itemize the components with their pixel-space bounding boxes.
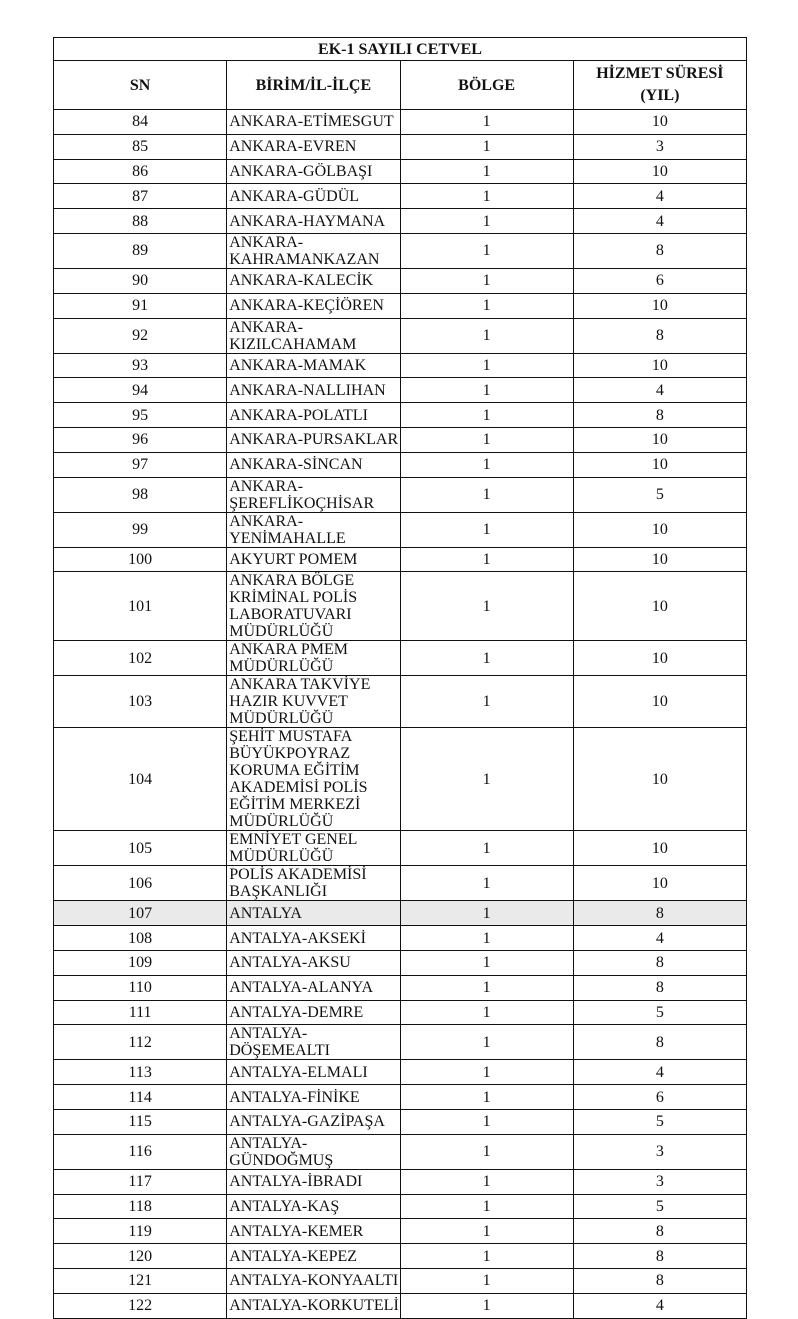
table-row: [54, 926, 747, 951]
row-sn: 89: [54, 233, 227, 268]
table-row: [54, 866, 747, 901]
row-bolge: 1: [400, 159, 573, 184]
row-name: ANTALYA: [227, 901, 400, 926]
table-row: [54, 184, 747, 209]
header-bolge: BÖLGE: [400, 61, 573, 110]
row-bolge: 1: [400, 641, 573, 676]
row-bolge: 1: [400, 318, 573, 353]
row-bolge: 1: [400, 676, 573, 728]
row-name: ANKARA PMEM MÜDÜRLÜĞÜ: [227, 641, 400, 676]
row-name: ANKARA BÖLGE KRİMİNAL POLİS LABORATUVARI MÜDÜRLÜĞÜ: [227, 572, 400, 641]
row-sure: 10: [573, 427, 746, 452]
row-sn: 100: [54, 547, 227, 572]
row-sure: 8: [573, 901, 746, 926]
row-name: ANKARA-KIZILCAHAMAM: [227, 318, 400, 353]
row-bolge: 1: [400, 1268, 573, 1293]
row-sn: 121: [54, 1268, 227, 1293]
row-sure: 4: [573, 1060, 746, 1085]
row-bolge: 1: [400, 831, 573, 866]
row-sure: 5: [573, 1194, 746, 1219]
row-sure: 8: [573, 975, 746, 1000]
row-sn: 104: [54, 728, 227, 831]
table-row: [54, 1244, 747, 1269]
row-sure: 8: [573, 1025, 746, 1060]
row-name: ANKARA-EVREN: [227, 134, 400, 159]
row-bolge: 1: [400, 572, 573, 641]
row-name: POLİS AKADEMİSİ BAŞKANLIĞI: [227, 866, 400, 901]
row-sn: 99: [54, 512, 227, 547]
row-bolge: 1: [400, 134, 573, 159]
row-name: ANKARA-ETİMESGUT: [227, 110, 400, 135]
row-sn: 91: [54, 293, 227, 318]
row-sn: 98: [54, 477, 227, 512]
row-name: ANKARA-YENİMAHALLE: [227, 512, 400, 547]
row-bolge: 1: [400, 427, 573, 452]
row-name: ANKARA TAKVİYE HAZIR KUVVET MÜDÜRLÜĞÜ: [227, 676, 400, 728]
row-bolge: 1: [400, 209, 573, 234]
row-sn: 119: [54, 1219, 227, 1244]
table-row: [54, 1194, 747, 1219]
row-bolge: 1: [400, 901, 573, 926]
row-sure: 8: [573, 318, 746, 353]
row-sure: 10: [573, 293, 746, 318]
table-row: [54, 403, 747, 428]
row-bolge: 1: [400, 1244, 573, 1269]
row-sn: 94: [54, 378, 227, 403]
row-sn: 97: [54, 452, 227, 477]
row-sn: 84: [54, 110, 227, 135]
table-row: [54, 1219, 747, 1244]
row-sn: 118: [54, 1194, 227, 1219]
row-name: ANKARA-GÜDÜL: [227, 184, 400, 209]
row-name: AKYURT POMEM: [227, 547, 400, 572]
row-sn: 112: [54, 1025, 227, 1060]
table-row: [54, 1268, 747, 1293]
table-row: [54, 1060, 747, 1085]
table-row: [54, 378, 747, 403]
row-sn: 101: [54, 572, 227, 641]
row-bolge: 1: [400, 403, 573, 428]
row-bolge: 1: [400, 866, 573, 901]
row-sure: 3: [573, 1134, 746, 1169]
table-row: [54, 110, 747, 135]
table-row: [54, 209, 747, 234]
title-row: [54, 38, 747, 61]
header-sure-line1: HİZMET SÜRESİ: [596, 65, 724, 82]
table-body: [54, 110, 747, 1319]
row-sn: 108: [54, 926, 227, 951]
row-bolge: 1: [400, 353, 573, 378]
table-row: [54, 427, 747, 452]
row-name: ANTALYA-GÜNDOĞMUŞ: [227, 1134, 400, 1169]
row-name: ANTALYA-KONYAALTI: [227, 1268, 400, 1293]
row-name: ANTALYA-DEMRE: [227, 1000, 400, 1025]
table-row: [54, 293, 747, 318]
row-bolge: 1: [400, 293, 573, 318]
row-sn: 103: [54, 676, 227, 728]
row-bolge: 1: [400, 512, 573, 547]
row-name: ANKARA-PURSAKLAR: [227, 427, 400, 452]
row-bolge: 1: [400, 1000, 573, 1025]
row-bolge: 1: [400, 378, 573, 403]
row-sn: 106: [54, 866, 227, 901]
row-sn: 115: [54, 1109, 227, 1134]
row-name: ANKARA-KAHRAMANKAZAN: [227, 233, 400, 268]
row-name: ANKARA-MAMAK: [227, 353, 400, 378]
row-bolge: 1: [400, 1085, 573, 1110]
row-sure: 10: [573, 641, 746, 676]
table-row: [54, 1134, 747, 1169]
row-sn: 86: [54, 159, 227, 184]
row-bolge: 1: [400, 268, 573, 293]
row-name: ANTALYA-KEMER: [227, 1219, 400, 1244]
cetvel-table: [53, 37, 747, 1319]
header-sure-line2: (YIL): [640, 87, 680, 104]
row-sn: 109: [54, 950, 227, 975]
table-row: [54, 831, 747, 866]
row-bolge: 1: [400, 1060, 573, 1085]
row-sure: 4: [573, 378, 746, 403]
table-row: [54, 268, 747, 293]
row-bolge: 1: [400, 452, 573, 477]
row-name: ŞEHİT MUSTAFA BÜYÜKPOYRAZ KORUMA EĞİTİM AKADEMİSİ POLİS EĞİTİM MERKEZİ MÜDÜRLÜĞÜ: [227, 728, 400, 831]
row-sure: 6: [573, 1085, 746, 1110]
row-sure: 6: [573, 268, 746, 293]
table-row: [54, 1109, 747, 1134]
row-sn: 95: [54, 403, 227, 428]
row-sure: 8: [573, 1244, 746, 1269]
table-row: [54, 159, 747, 184]
row-sn: 110: [54, 975, 227, 1000]
row-bolge: 1: [400, 1025, 573, 1060]
header-row: [54, 61, 747, 110]
table-row: [54, 233, 747, 268]
row-name: ANKARA-NALLIHAN: [227, 378, 400, 403]
row-sn: 114: [54, 1085, 227, 1110]
table-row: [54, 676, 747, 728]
table-row: [54, 452, 747, 477]
table-row: [54, 1025, 747, 1060]
row-bolge: 1: [400, 975, 573, 1000]
row-name: ANTALYA-KORKUTELİ: [227, 1293, 400, 1318]
row-name: ANTALYA-KEPEZ: [227, 1244, 400, 1269]
row-sn: 88: [54, 209, 227, 234]
row-sure: 10: [573, 572, 746, 641]
row-bolge: 1: [400, 184, 573, 209]
row-sure: 8: [573, 950, 746, 975]
row-name: ANKARA-HAYMANA: [227, 209, 400, 234]
row-sure: 10: [573, 676, 746, 728]
row-sn: 107: [54, 901, 227, 926]
row-sure: 4: [573, 184, 746, 209]
row-sure: 10: [573, 547, 746, 572]
row-name: ANKARA-KALECİK: [227, 268, 400, 293]
row-name: ANTALYA-GAZİPAŞA: [227, 1109, 400, 1134]
table-row: [54, 1169, 747, 1194]
table-row: [54, 901, 747, 926]
table-row: [54, 728, 747, 831]
row-name: EMNİYET GENEL MÜDÜRLÜĞÜ: [227, 831, 400, 866]
table-title: EK-1 SAYILI CETVEL: [54, 38, 747, 61]
row-bolge: 1: [400, 926, 573, 951]
row-bolge: 1: [400, 1194, 573, 1219]
row-sn: 92: [54, 318, 227, 353]
row-sn: 87: [54, 184, 227, 209]
row-name: ANTALYA-İBRADI: [227, 1169, 400, 1194]
row-sure: 10: [573, 159, 746, 184]
table-row: [54, 512, 747, 547]
row-sure: 5: [573, 477, 746, 512]
row-name: ANKARA-ŞEREFLİKOÇHİSAR: [227, 477, 400, 512]
row-name: ANKARA-GÖLBAŞI: [227, 159, 400, 184]
row-name: ANTALYA-AKSEKİ: [227, 926, 400, 951]
row-sure: 4: [573, 209, 746, 234]
table-row: [54, 975, 747, 1000]
table-row: [54, 318, 747, 353]
row-bolge: 1: [400, 110, 573, 135]
row-name: ANTALYA-KAŞ: [227, 1194, 400, 1219]
row-sure: 8: [573, 233, 746, 268]
row-sn: 90: [54, 268, 227, 293]
table-row: [54, 134, 747, 159]
table-row: [54, 1293, 747, 1318]
row-name: ANTALYA-AKSU: [227, 950, 400, 975]
row-sure: 10: [573, 452, 746, 477]
row-name: ANTALYA-FİNİKE: [227, 1085, 400, 1110]
header-hizmet-suresi: [573, 61, 746, 110]
row-name: ANTALYA-ALANYA: [227, 975, 400, 1000]
row-bolge: 1: [400, 1109, 573, 1134]
row-sure: 4: [573, 1293, 746, 1318]
row-sure: 8: [573, 1268, 746, 1293]
row-bolge: 1: [400, 1169, 573, 1194]
table-row: [54, 572, 747, 641]
row-name: ANKARA-SİNCAN: [227, 452, 400, 477]
row-sure: 10: [573, 512, 746, 547]
row-bolge: 1: [400, 950, 573, 975]
row-bolge: 1: [400, 477, 573, 512]
row-sn: 113: [54, 1060, 227, 1085]
row-sure: 10: [573, 110, 746, 135]
row-sure: 10: [573, 831, 746, 866]
table-row: [54, 1000, 747, 1025]
table-row: [54, 477, 747, 512]
row-sure: 5: [573, 1109, 746, 1134]
row-sn: 93: [54, 353, 227, 378]
table-row: [54, 641, 747, 676]
row-sure: 10: [573, 728, 746, 831]
row-bolge: 1: [400, 1293, 573, 1318]
row-sure: 5: [573, 1000, 746, 1025]
row-sure: 8: [573, 1219, 746, 1244]
row-sn: 96: [54, 427, 227, 452]
row-sn: 111: [54, 1000, 227, 1025]
table-row: [54, 1085, 747, 1110]
row-sn: 120: [54, 1244, 227, 1269]
row-sn: 85: [54, 134, 227, 159]
row-sure: 8: [573, 403, 746, 428]
row-sure: 10: [573, 866, 746, 901]
row-sure: 10: [573, 353, 746, 378]
row-sure: 4: [573, 926, 746, 951]
table-row: [54, 950, 747, 975]
row-name: ANTALYA-ELMALI: [227, 1060, 400, 1085]
row-bolge: 1: [400, 547, 573, 572]
header-sn: SN: [54, 61, 227, 110]
row-sure: 3: [573, 1169, 746, 1194]
row-name: ANTALYA-DÖŞEMEALTI: [227, 1025, 400, 1060]
row-name: ANKARA-KEÇİÖREN: [227, 293, 400, 318]
row-sn: 117: [54, 1169, 227, 1194]
row-sn: 122: [54, 1293, 227, 1318]
row-sure: 3: [573, 134, 746, 159]
row-name: ANKARA-POLATLI: [227, 403, 400, 428]
row-sn: 116: [54, 1134, 227, 1169]
row-bolge: 1: [400, 233, 573, 268]
table-row: [54, 547, 747, 572]
row-sn: 102: [54, 641, 227, 676]
table-row: [54, 353, 747, 378]
row-bolge: 1: [400, 1134, 573, 1169]
header-birim: BİRİM/İL-İLÇE: [227, 61, 400, 110]
row-bolge: 1: [400, 728, 573, 831]
row-bolge: 1: [400, 1219, 573, 1244]
row-sn: 105: [54, 831, 227, 866]
